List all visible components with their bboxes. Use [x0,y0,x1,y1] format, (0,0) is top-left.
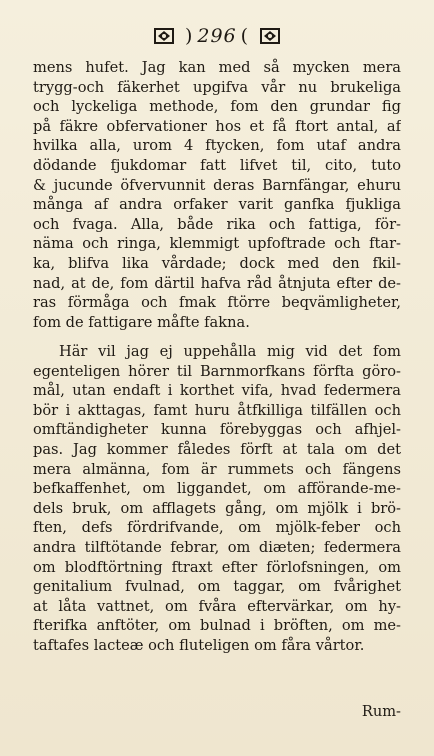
text-line: mera almänna, fom är rummets och fängens [33,460,401,478]
text-line: och fvaga. Alla, både rika och fattiga, för- [33,215,401,233]
text-line: många af andra orfaker varit ganfka fjukliga [33,196,401,214]
text-line: ka, blifva lika vårdade; dock med den fkil- [33,254,401,272]
text-line: hvilka alla, urom 4 ftycken, fom utaf andra [33,137,401,155]
catchword: Rum- [361,703,401,720]
text-line: at låta vattnet, om fvåra eftervärkar, om hy- [33,597,401,615]
text-line: mål, utan endaft i korthet vifa, hvad federmera [33,382,401,400]
text-line: nad, at de, fom därtil hafva råd åtnjuta efter de- [33,274,401,292]
text-line: på fäkre obfervationer hos et få ftort antal, af [33,117,401,135]
text-line: nämа och ringa, klemmigt upfoftrade och ftar- [33,235,401,253]
left-bracket: ) [184,25,194,47]
text-line: ften, defs fördrifvande, om mjölk-feber och [33,519,401,537]
page-header [0,22,434,50]
text-line: pas. Jag kommer fåledes förft at tala om det [33,440,401,458]
text-line: Här vil jag ej uppehålla mig vid det fom [59,343,401,360]
text-line: befkaffenhet, om liggandet, om afförande-me- [33,480,401,498]
fleuron-icon [259,27,281,45]
text-line: taftafes lacteæ och fluteligen om fåra vårtor. [33,636,365,654]
text-line: om blodftörtning ftraxt efter förlofsningen, om [33,558,401,576]
text-line: genitalium fvulnad, om taggar, om fvårighet [33,578,401,596]
text-line: fterifka anftöter, om bulnad i bröften, om me- [33,617,401,635]
text-line: ras förmåga och fmak ftörre beqvämligheter, [33,294,401,312]
text-line: andra tilftötande febrar, om diæten; federmera [33,538,401,556]
paragraph-2 [33,342,401,656]
paragraph-1 [33,58,401,332]
text-line: & jucunde öfvervunnit deras Barnfängar, ehuru [33,176,401,194]
page-number: 296 [197,25,237,47]
text-line: trygg-och fäkerhet upgifva vår nu brukeliga [33,78,401,96]
text-line: och lyckeliga methode, fom den grundar fig [33,98,401,116]
text-line: dels bruk, om afflagets gång, om mjölk i brö- [33,499,401,517]
right-bracket: ( [240,25,250,47]
text-line: mens hufet. Jag kan med så mycken mera [33,59,401,76]
text-line: omftändigheter kunna förebyggas och afhjel- [33,421,401,439]
text-line: dödande fjukdomar fatt lifvet til, cito, tuto [33,156,401,174]
text-line: fom de fattigare måfte fakna. [33,313,250,331]
fleuron-icon [153,27,175,45]
text-line: egenteligen hörer til Barnmorfkans förfta göro- [33,362,401,380]
text-line: bör i akttagas, famt huru åtfkilliga tilfällen och [33,401,401,419]
